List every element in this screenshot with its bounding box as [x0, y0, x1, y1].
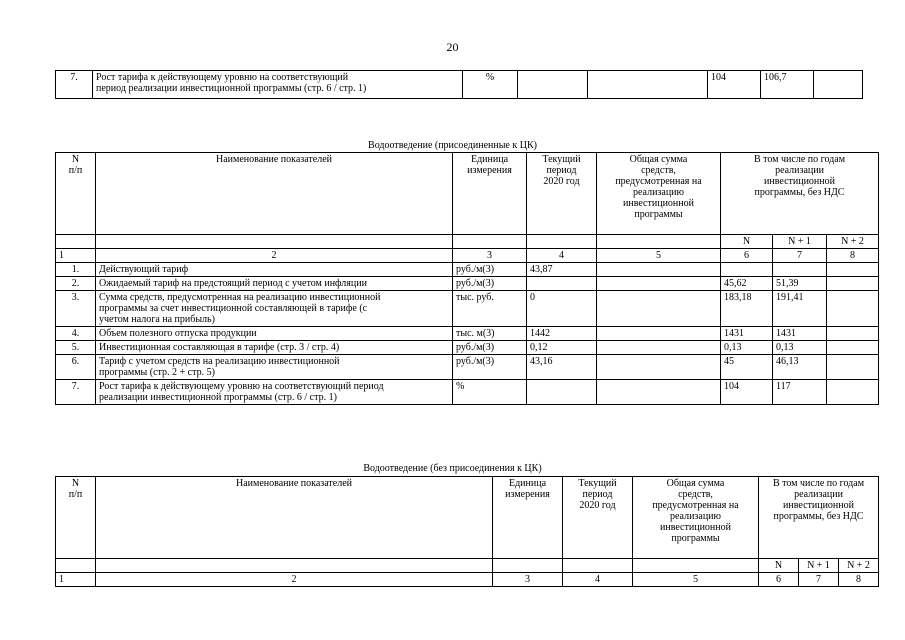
- row-name: [96, 355, 453, 380]
- row-unit: %: [463, 71, 518, 99]
- row-year-n2: [827, 355, 879, 380]
- column-number: 7: [773, 249, 827, 263]
- header-text: инвестиционной: [783, 500, 854, 511]
- header-text: реализации: [775, 165, 824, 176]
- row-year-n1: 117: [773, 380, 827, 405]
- table-row: [56, 380, 879, 405]
- row-year-n2: [827, 277, 879, 291]
- column-number: 6: [721, 249, 773, 263]
- header-current: [527, 153, 597, 235]
- row-unit: %: [453, 380, 527, 405]
- row-year-n: 0,13: [721, 341, 773, 355]
- header-text: Текущий: [542, 154, 581, 165]
- table-row: [56, 71, 863, 99]
- row-current: 43,87: [527, 263, 597, 277]
- row-unit: тыс. м(3): [453, 327, 527, 341]
- header-num: [56, 477, 96, 559]
- row-number: 7.: [56, 71, 93, 99]
- header-text: предусмотренная на: [652, 500, 739, 511]
- row-year-n2: [827, 291, 879, 327]
- header-text: программы: [634, 209, 683, 220]
- empty-cell: [96, 559, 493, 573]
- row-name-line: программы за счет инвестиционной составляющей в тарифе (с: [99, 303, 368, 314]
- empty-cell: [563, 559, 633, 573]
- empty-cell: [493, 559, 563, 573]
- row-name-line: Ожидаемый тариф на предстоящий период с учетом инфляции: [99, 278, 367, 289]
- header-num: [56, 153, 96, 235]
- header-text: 2020 год: [579, 500, 616, 511]
- header-row: [56, 477, 879, 559]
- column-number: 3: [493, 573, 563, 587]
- column-number-row: [56, 573, 879, 587]
- column-number: 2: [96, 249, 453, 263]
- row-year-n: 45: [721, 355, 773, 380]
- row-name: [96, 263, 453, 277]
- row-current: 43,16: [527, 355, 597, 380]
- year-subheader-row: [56, 559, 879, 573]
- row-sum: [597, 341, 721, 355]
- header-text: период: [546, 165, 577, 176]
- header-text: программы, без НДС: [773, 511, 864, 522]
- row-year-n1: 1431: [773, 327, 827, 341]
- row-name: [96, 327, 453, 341]
- column-number: 4: [563, 573, 633, 587]
- header-text: N: [71, 478, 80, 489]
- row-year-n2: [827, 380, 879, 405]
- row-current: 1442: [527, 327, 597, 341]
- header-year-n1: N + 1: [799, 559, 839, 573]
- table1: [55, 152, 879, 405]
- table2-title: Водоотведение (без присоединения к ЦК): [363, 463, 542, 474]
- header-year-n2: N + 2: [839, 559, 879, 573]
- table-row: [56, 355, 879, 380]
- row-current: [518, 71, 588, 99]
- header-text: измерения: [467, 165, 512, 176]
- row-number: 1.: [56, 263, 96, 277]
- header-text: инвестиционной: [660, 522, 731, 533]
- row-unit: руб./м(3): [453, 341, 527, 355]
- row-name: [96, 380, 453, 405]
- header-incl-years: [759, 477, 879, 559]
- header-text: инвестиционной: [623, 198, 694, 209]
- column-number: 1: [56, 573, 96, 587]
- header-text: Общая сумма: [666, 478, 725, 489]
- column-number: 5: [633, 573, 759, 587]
- row-year-n1: 51,39: [773, 277, 827, 291]
- row-name-line: период реализации инвестиционной программы (стр. 6 / стр. 1): [96, 83, 367, 94]
- header-text: средств,: [678, 489, 713, 500]
- column-number: 8: [827, 249, 879, 263]
- empty-cell: [56, 559, 96, 573]
- column-number: 1: [56, 249, 96, 263]
- header-text: предусмотренная на: [615, 176, 702, 187]
- row-unit: руб./м(3): [453, 263, 527, 277]
- row-current: [527, 380, 597, 405]
- header-text: Общая сумма: [629, 154, 688, 165]
- table-row: [56, 263, 879, 277]
- row-sum: [597, 327, 721, 341]
- header-text: программы: [671, 533, 720, 544]
- row-sum: [597, 355, 721, 380]
- header-unit: [493, 477, 563, 559]
- row-name: [93, 71, 463, 99]
- row-unit: тыс. руб.: [453, 291, 527, 327]
- header-text: средств,: [641, 165, 676, 176]
- empty-cell: [597, 235, 721, 249]
- header-text: Единица: [508, 478, 547, 489]
- row-name-line: Рост тарифа к действующему уровню на соответствующий: [96, 72, 349, 83]
- row-year-n1: 191,41: [773, 291, 827, 327]
- header-sum: [597, 153, 721, 235]
- empty-cell: [96, 235, 453, 249]
- header-text: период: [582, 489, 613, 500]
- header-text: реализацию: [633, 187, 684, 198]
- row-number: 2.: [56, 277, 96, 291]
- header-text: измерения: [505, 489, 550, 500]
- row-sum: [597, 380, 721, 405]
- header-year-n: N: [759, 559, 799, 573]
- table-row: [56, 327, 879, 341]
- row-name: [96, 341, 453, 355]
- column-number: 8: [839, 573, 879, 587]
- column-number: 3: [453, 249, 527, 263]
- row-year-n: 104: [708, 71, 761, 99]
- row-year-n: 183,18: [721, 291, 773, 327]
- row-name-line: реализации инвестиционной программы (стр. 6 / стр. 1): [99, 392, 337, 403]
- row-name-line: Тариф с учетом средств на реализацию инвестиционной: [99, 356, 340, 367]
- row-year-n: 1431: [721, 327, 773, 341]
- header-text: инвестиционной: [764, 176, 835, 187]
- row-unit: руб./м(3): [453, 355, 527, 380]
- header-text: В том числе по годам: [772, 478, 865, 489]
- header-sum: [633, 477, 759, 559]
- row-unit: руб./м(3): [453, 277, 527, 291]
- row-year-n2: [827, 327, 879, 341]
- column-number-row: [56, 249, 879, 263]
- header-year-n1: N + 1: [773, 235, 827, 249]
- row-year-n: 104: [721, 380, 773, 405]
- header-name: Наименование показателей: [96, 153, 453, 235]
- header-row: [56, 153, 879, 235]
- row-number: 4.: [56, 327, 96, 341]
- header-text: реализации: [794, 489, 843, 500]
- header-name: Наименование показателей: [96, 477, 493, 559]
- header-text: программы, без НДС: [754, 187, 845, 198]
- header-text: Единица: [470, 154, 509, 165]
- row-current: 0,12: [527, 341, 597, 355]
- table-row: [56, 341, 879, 355]
- column-number: 6: [759, 573, 799, 587]
- header-year-n: N: [721, 235, 773, 249]
- row-year-n1: 0,13: [773, 341, 827, 355]
- row-number: 7.: [56, 380, 96, 405]
- column-number: 4: [527, 249, 597, 263]
- row-sum: [597, 263, 721, 277]
- row-year-n2: [827, 341, 879, 355]
- row-number: 5.: [56, 341, 96, 355]
- row-name-line: программы (стр. 2 + стр. 5): [99, 367, 215, 378]
- row-number: 3.: [56, 291, 96, 327]
- row-name-line: Объем полезного отпуска продукции: [99, 328, 257, 339]
- header-unit: [453, 153, 527, 235]
- empty-cell: [56, 235, 96, 249]
- table-row: [56, 277, 879, 291]
- row-year-n1: 106,7: [761, 71, 814, 99]
- column-number: 7: [799, 573, 839, 587]
- continuation-table: [55, 70, 863, 99]
- row-sum: [597, 277, 721, 291]
- header-year-n2: N + 2: [827, 235, 879, 249]
- empty-cell: [633, 559, 759, 573]
- row-name-line: Инвестиционная составляющая в тарифе (стр. 3 / стр. 4): [99, 342, 340, 353]
- header-text: 2020 год: [543, 176, 580, 187]
- row-sum: [588, 71, 708, 99]
- row-sum: [597, 291, 721, 327]
- page-number: 20: [446, 40, 459, 54]
- header-text: В том числе по годам: [753, 154, 846, 165]
- header-text: Текущий: [578, 478, 617, 489]
- header-text: п/п: [68, 165, 83, 176]
- empty-cell: [527, 235, 597, 249]
- row-year-n1: 46,13: [773, 355, 827, 380]
- row-year-n: [721, 263, 773, 277]
- row-name-line: Сумма средств, предусмотренная на реализацию инвестиционной: [99, 292, 381, 303]
- row-year-n2: [814, 71, 863, 99]
- header-incl-years: [721, 153, 879, 235]
- row-name: [96, 291, 453, 327]
- row-number: 6.: [56, 355, 96, 380]
- header-text: п/п: [68, 489, 83, 500]
- table-row: [56, 291, 879, 327]
- year-subheader-row: [56, 235, 879, 249]
- header-current: [563, 477, 633, 559]
- empty-cell: [453, 235, 527, 249]
- header-text: реализацию: [670, 511, 721, 522]
- row-name-line: Рост тарифа к действующему уровню на соответствующий период: [99, 381, 384, 392]
- row-name: [96, 277, 453, 291]
- column-number: 2: [96, 573, 493, 587]
- row-current: [527, 277, 597, 291]
- table1-title: Водоотведение (присоединенные к ЦК): [368, 140, 537, 151]
- row-year-n: 45,62: [721, 277, 773, 291]
- row-name-line: учетом налога на прибыль): [99, 314, 215, 325]
- column-number: 5: [597, 249, 721, 263]
- row-year-n1: [773, 263, 827, 277]
- header-text: N: [71, 154, 80, 165]
- row-current: 0: [527, 291, 597, 327]
- row-year-n2: [827, 263, 879, 277]
- table2: [55, 476, 879, 587]
- row-name-line: Действующий тариф: [99, 264, 189, 275]
